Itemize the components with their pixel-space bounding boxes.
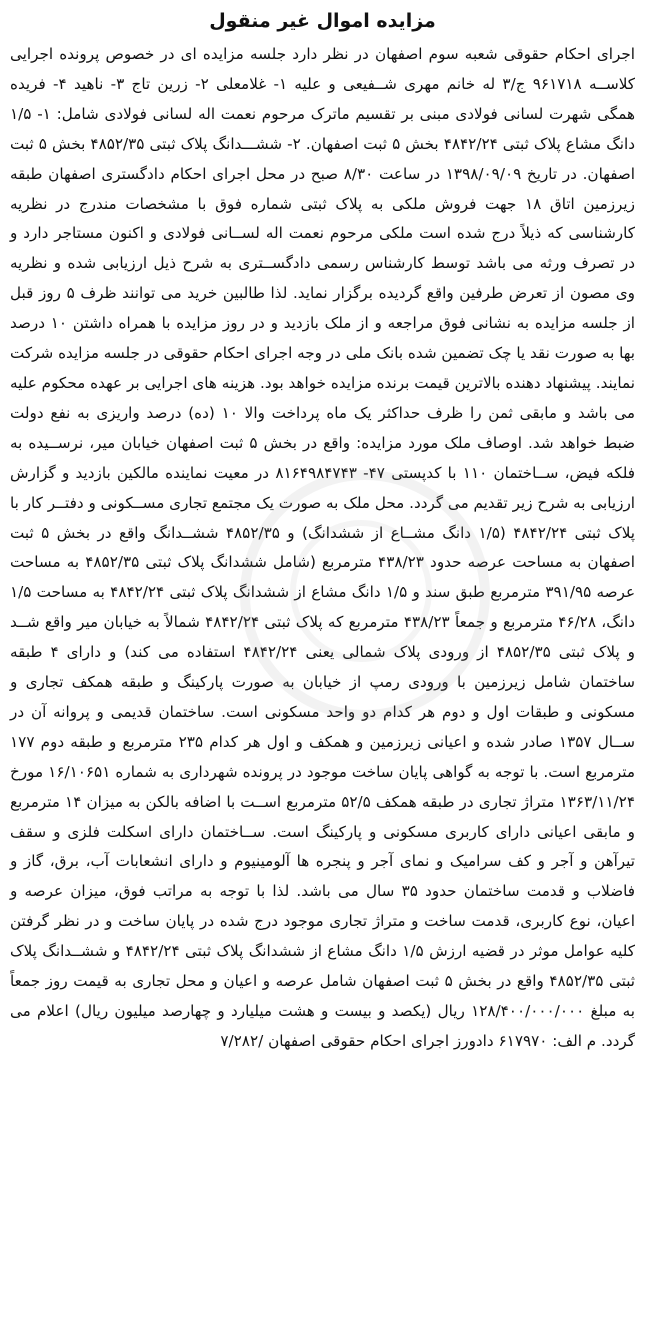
notice-title: مزایده اموال غیر منقول: [209, 10, 436, 32]
notice-body: اجرای احکام حقوقی شعبه سوم اصفهان در نظر دارد جلسه مزایده ای در خصوص پرونده اجرایی کلاســه ۹۶۱۷۱۸ ج/۳ له خانم مهری شــفیعی و علیه ۱- غلامعلی ۲- زرین تاج ۳- ناهید ۴- فریده همگی شهرت لسانی فولادی مبنی بر تقسیم ماترک مرحوم نعمت اله لسانی فولادی شامل: ۱- ۱/۵ دانگ مشاع پلاک ثبتی ۴۸۴۲/۲۴ بخش ۵ ثبت اصفهان. ۲- ششـــدانگ پلاک ثبتی ۴۸۵۲/۳۵ بخش ۵ ثبت اصفهان. در تاریخ ۱۳۹۸/۰۹/۰۹ در ساعت ۸/۳۰ صبح در محل اجرای احکام دادگستری اصفهان طبقه زیرزمین اتاق ۱۸ جهت فروش ملکی به پلاک ثبتی شماره فوق با مشخصات مندرج در نظریه کارشناسی که ذیلاً درج شده است ملکی مرحوم نعمت اله لســانی فولادی و اکنون مستاجر دارد و در تصرف ورثه می باشد توسط کارشناس رسمی دادگســتری به شرح ذیل ارزیابی شده و نظریه وی مصون از تعرض طرفین واقع گردیده برگزار نماید. لذا طالبین خرید می توانند ظرف ۵ روز قبل از جلسه مزایده به نشانی فوق مراجعه و از ملک بازدید و در روز مزایده با همراه داشتن ۱۰ درصد بها به صورت نقد یا چک تضمین شده بانک ملی در وجه اجرای احکام حقوقی در جلسه مزایده شرکت نمایند. پیشنهاد دهنده بالاترین قیمت برنده مزایده خواهد بود. هزینه های اجرایی بر عهده محکوم علیه می باشد و مابقی ثمن را ظرف حداکثر یک ماه پرداخت والا ۱۰ (ده) درصد واریزی به نفع دولت ضبط خواهد شد. اوصاف ملک مورد مزایده: واقع در بخش ۵ ثبت اصفهان خیابان میر، نرســیده به فلکه فیض، ســاختمان ۱۱۰ با کدپستی ۴۷- ۸۱۶۴۹۸۴۷۴۳ در معیت نماینده مالکین بازدید و گزارش ارزیابی به شرح زیر تقدیم می گردد. محل ملک به صورت یک مجتمع تجاری مســکونی و دفتــر کار با پلاک ثبتی ۴۸۴۲/۲۴ (۱/۵ دانگ مشــاع از ششدانگ) و ۴۸۵۲/۳۵ ششــدانگ واقع در بخش ۵ ثبت اصفهان به مساحت عرصه حدود ۴۳۸/۲۳ مترمربع (شامل ششدانگ پلاک ثبتی ۴۸۵۲/۳۵ به مساحت عرصه ۳۹۱/۹۵ مترمربع طبق سند و ۱/۵ دانگ مشاع از ششدانگ پلاک ثبتی ۴۸۴۲/۲۴ به مساحت ۱/۵ دانگ، ۴۶/۲۸ مترمربع و جمعاً ۴۳۸/۲۳ مترمربع که پلاک ثبتی ۴۸۴۲/۲۴ شمالاً به خیابان میر واقع شــد و پلاک ثبتی ۴۸۵۲/۳۵ از ورودی پلاک شمالی یعنی ۴۸۴۲/۲۴ استفاده می کند) و دارای ۴ طبقه ساختمان شامل زیرزمین با ورودی رمپ از خیابان به صورت پارکینگ و طبقه همکف تجاری و مسکونی و طبقات اول و دوم هر کدام دو واحد مسکونی است. ساختمان قدیمی و پروانه آن در ســال ۱۳۵۷ صادر شده و اعیانی زیرزمین و همکف و اول هر کدام ۲۳۵ مترمربع و طبقه دوم ۱۷۷ مترمربع است. با توجه به گواهی پایان ساخت موجود در پرونده شهرداری به شماره ۱۶/۱۰۶۵۱ مورخ ۱۳۶۳/۱۱/۲۴ متراژ تجاری در طبقه همکف ۵۲/۵ مترمربع اســت با اضافه بالکن به میزان ۱۴ مترمربع و مابقی اعیانی دارای کاربری مسکونی و پارکینگ است. ســاختمان دارای اسکلت فلزی و سقف تیرآهن و آجر و کف سرامیک و نمای آجر و پنجره ها آلومینیوم و دارای انشعابات آب، برق، گاز و فاضلاب و قدمت ساختمان حدود ۳۵ سال می باشد. لذا با توجه به مراتب فوق، میزان عرصه و اعیان، نوع کاربری، قدمت ساخت و متراژ تجاری موجود درج شده در پایان ساخت و در نظر گرفتن کلیه عوامل موثر در قضیه ارزش ۱/۵ دانگ مشاع از ششدانگ پلاک ثبتی ۴۸۴۲/۲۴ و ششــدانگ پلاک ثبتی ۴۸۵۲/۳۵ واقع در بخش ۵ ثبت اصفهان شامل عرصه و اعیان و محل تجاری به قیمت روز جمعاً به مبلغ ۱۲۸/۴۰۰/۰۰۰/۰۰۰ ریال (یکصد و بیست و هشت میلیارد و چهارصد میلیون ریال) اعلام می گردد. م الف: ۶۱۷۹۷۰ دادورز اجرای احکام حقوقی اصفهان /۷/۲۸۲: [10, 45, 636, 1050]
